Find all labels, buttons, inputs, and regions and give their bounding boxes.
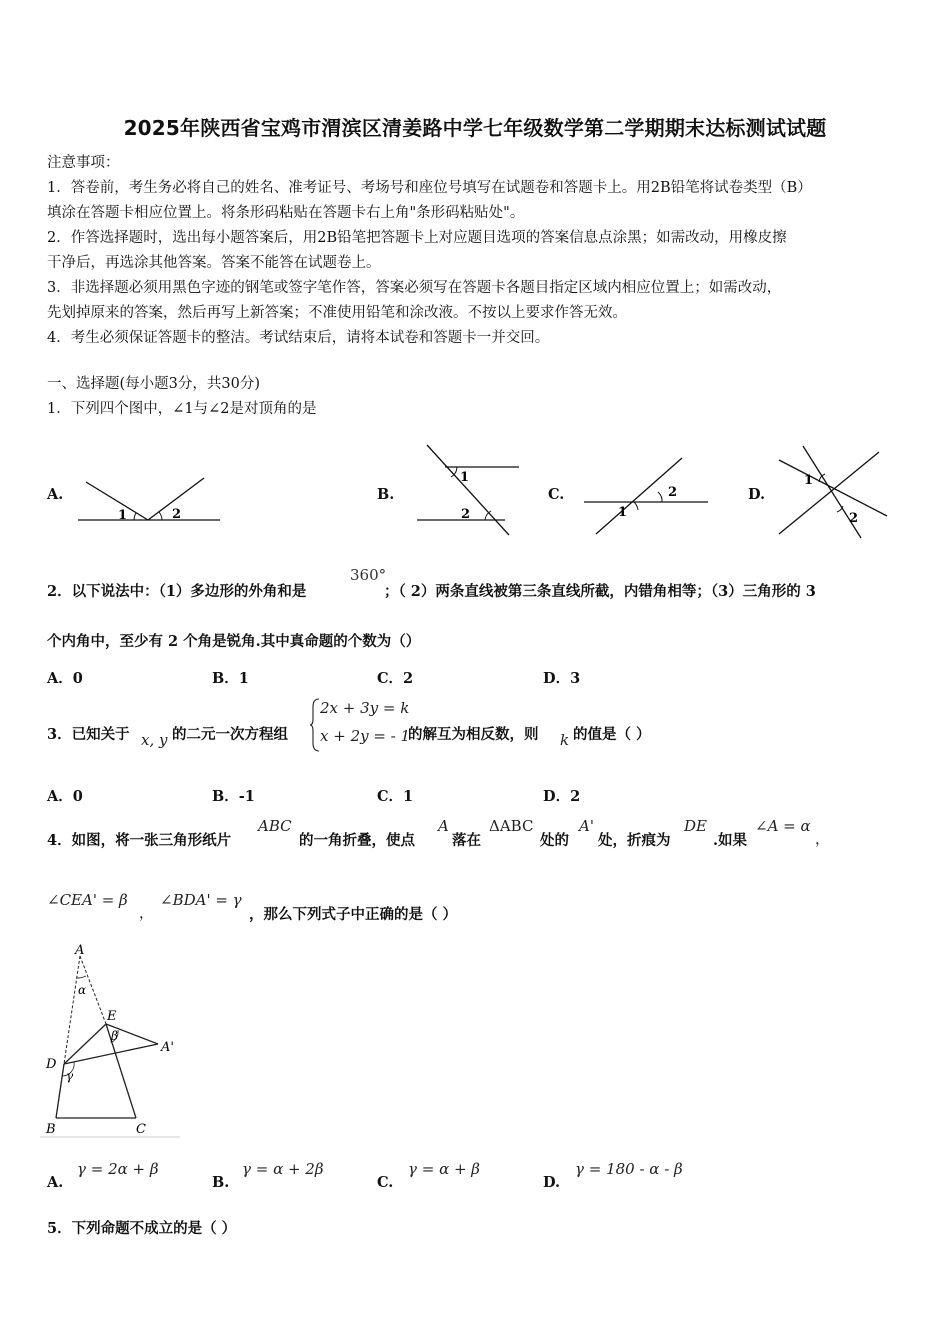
- brace-path: [310, 699, 319, 751]
- q4-comma-2: ，: [139, 906, 154, 922]
- q3-equation-2: x + 2y = - 1: [320, 727, 411, 745]
- q4-option-b-label: B.: [212, 1174, 230, 1191]
- angle-arc: [658, 492, 662, 502]
- beta-label: β: [111, 1029, 118, 1043]
- q2-option-c: C．2: [377, 670, 414, 687]
- point-b-label: B: [46, 1122, 56, 1137]
- angle-arc: [159, 512, 162, 520]
- fold-line-de: [64, 1024, 106, 1064]
- q1-figure-a: [78, 472, 223, 528]
- q3-vars: x, y: [141, 731, 168, 749]
- q1-option-d-label: D.: [748, 486, 766, 503]
- q3-equation-1: 2x + 3y = k: [320, 699, 410, 717]
- q3-stem-d: 的值是（ ）: [573, 726, 651, 743]
- q4-stem-g: ，那么下列式子中正确的是（ ）: [249, 906, 458, 923]
- notes-heading: 注意事项：: [47, 155, 120, 171]
- point-a-prime-label: A': [161, 1040, 174, 1055]
- q3-stem-c: 的解互为相反数，则: [408, 726, 539, 743]
- notes-line: 干净后，再选涂其他答案。答案不能答在试题卷上。: [47, 255, 381, 271]
- q4-option-b-formula: γ = α + 2β: [242, 1160, 324, 1178]
- page-title: 2025年陕西省宝鸡市渭滨区清姜路中学七年级数学第二学期期末达标测试试题: [123, 116, 827, 140]
- q2-stem-b: ；（ 2）两条直线被第三条直线所截，内错角相等；（3）三角形的 3: [384, 583, 816, 600]
- q3-stem-b: 的二元一次方程组: [172, 726, 288, 743]
- q4-option-a-label: A.: [47, 1174, 64, 1191]
- q2-math-360: 360°: [350, 566, 387, 584]
- alpha-arc: [76, 976, 86, 978]
- notes-line: 3．非选择题必须用黑色字迹的钢笔或签字笔作答，答案必须写在答题卡各题目指定区域内相应位置上；如需改动，: [47, 280, 782, 296]
- point-d-label: D: [46, 1057, 57, 1072]
- point-e-label: E: [107, 1009, 117, 1024]
- angle-2-label: 2: [172, 507, 182, 522]
- q2-option-a: A．0: [47, 670, 83, 687]
- angle-1-label: 1: [460, 470, 470, 485]
- q4-option-c-label: C.: [377, 1174, 394, 1191]
- folded-side-da: [64, 1044, 158, 1064]
- q1-stem: 1．下列四个图中，∠1与∠2是对顶角的是: [47, 401, 317, 417]
- q3-option-b: B．-1: [212, 788, 255, 805]
- point-c-label: C: [136, 1122, 146, 1137]
- q4-a-prime: A': [579, 817, 594, 835]
- q4-stem-f: .如果: [713, 832, 748, 849]
- notes-line: 4．考生必须保证答题卡的整洁。考试结束后，请将本试卷和答题卡一并交回。: [47, 330, 550, 346]
- q2-option-d: D．3: [543, 670, 581, 687]
- notes-line: 2．作答选择题时，选出每小题答案后，用2B铅笔把答题卡上对应题目选项的答案信息点涂黑；如需改动，用橡皮擦: [47, 230, 787, 246]
- q4-cond-alpha: ∠A = α: [755, 817, 811, 835]
- q2-stem-c: 个内角中，至少有 2 个角是锐角.其中真命题的个数为（）: [47, 633, 421, 650]
- angle-1-label: 1: [804, 473, 814, 488]
- figure-line: [779, 460, 887, 516]
- angle-arc: [634, 502, 638, 510]
- q4-stem-d: 处的: [540, 832, 569, 849]
- section-heading: 一、选择题(每小题3分，共30分): [47, 376, 260, 392]
- q1-figure-d: [775, 444, 891, 540]
- angle-2-label: 2: [668, 485, 678, 500]
- q4-abc: ABC: [258, 817, 292, 835]
- q4-option-c-formula: γ = α + β: [408, 1160, 480, 1178]
- q4-cond-beta: ∠CEA' = β: [47, 891, 128, 909]
- notes-line: 填涂在答题卡相应位置上。将条形码粘贴在答题卡右上角"条形码粘贴处"。: [47, 205, 525, 221]
- notes-line: 1．答卷前，考生务必将自己的姓名、准考证号、考场号和座位号填写在试题卷和答题卡上。用2B铅笔将试卷类型（B）: [47, 180, 812, 196]
- triangle-side-db: [56, 1064, 64, 1118]
- notes-line: 先划掉原来的答案，然后再写上新答案；不准使用铅笔和涂改液。不按以上要求作答无效。: [47, 305, 627, 321]
- q3-k: k: [560, 731, 570, 749]
- q1-figure-b: [415, 443, 525, 537]
- q1-option-a-label: A.: [47, 486, 64, 503]
- q4-figure: [40, 944, 185, 1140]
- q1-option-c-label: C.: [548, 486, 565, 503]
- q4-option-d-label: D.: [543, 1174, 561, 1191]
- angle-arc: [134, 513, 136, 520]
- q4-cond-gamma: ∠BDA' = γ: [160, 891, 242, 909]
- q4-triangle-abc: ΔABC: [489, 817, 534, 835]
- q4-option-d-formula: γ = 180 - α - β: [575, 1160, 683, 1178]
- gamma-label: γ: [66, 1069, 74, 1083]
- q1-figure-c: [582, 454, 712, 538]
- point-a-label: A: [75, 944, 85, 958]
- figure-line: [779, 452, 879, 534]
- q3-option-d: D．2: [543, 788, 581, 805]
- q2-option-b: B．1: [212, 670, 249, 687]
- notes-block: [47, 151, 907, 351]
- q4-a: A: [438, 817, 449, 835]
- q4-stem-a: 4．如图，将一张三角形纸片: [47, 832, 232, 849]
- angle-2-label: 2: [461, 507, 471, 522]
- angle-1-label: 1: [618, 505, 628, 520]
- angle-2-label: 2: [849, 511, 859, 526]
- q4-de: DE: [684, 817, 707, 835]
- q4-option-a-formula: γ = 2α + β: [77, 1160, 159, 1178]
- q3-stem-a: 3．已知关于: [47, 726, 130, 743]
- q2-stem-a: 2．以下说法中：（1）多边形的外角和是: [47, 583, 307, 600]
- q3-option-c: C．1: [377, 788, 414, 805]
- q4-stem-c: 落在: [452, 832, 481, 849]
- q4-comma: ，: [815, 832, 830, 848]
- q4-stem-e: 处，折痕为: [598, 832, 671, 849]
- angle-1-label: 1: [118, 508, 128, 523]
- alpha-label: α: [78, 983, 87, 997]
- q1-option-b-label: B.: [377, 486, 395, 503]
- q3-option-a: A．0: [47, 788, 83, 805]
- q5-stem: 5．下列命题不成立的是（ ）: [47, 1220, 237, 1237]
- q4-stem-b: 的一角折叠，使点: [299, 832, 415, 849]
- figure-line: [86, 482, 148, 520]
